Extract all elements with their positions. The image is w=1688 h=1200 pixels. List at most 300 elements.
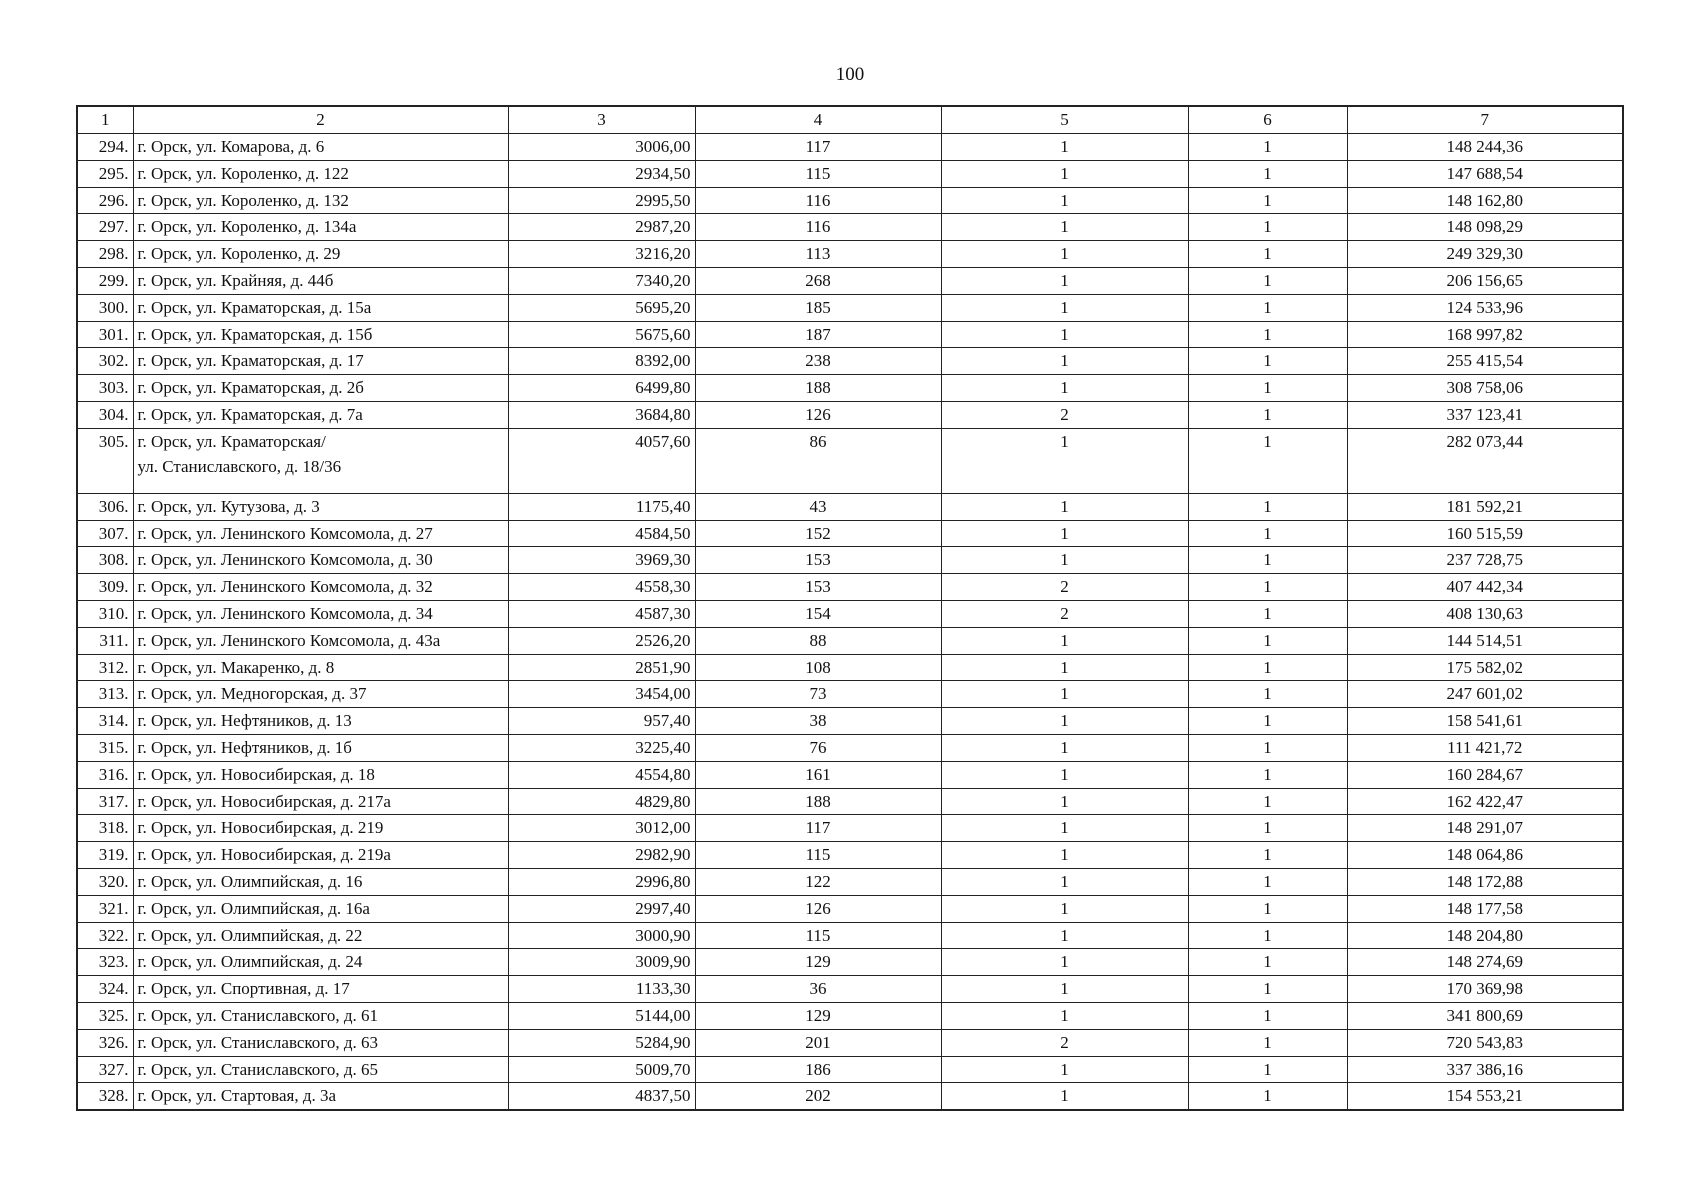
row-number-cell: 309. [77,574,133,601]
column-4-cell: 129 [695,1002,941,1029]
column-6-cell: 1 [1188,348,1347,375]
column-5-cell: 1 [941,842,1188,869]
table-row [77,321,1623,348]
address-line: г. Орск, ул. Ленинского Комсомола, д. 43а [137,630,441,650]
address-line: г. Орск, ул. Олимпийская, д. 24 [137,952,363,972]
column-4-cell: 116 [695,214,941,241]
column-5-cell: 1 [941,241,1188,268]
row-number-cell: 328. [77,1083,133,1110]
address-cell [133,241,508,268]
row-number-cell: 319. [77,842,133,869]
row-number-cell: 317. [77,788,133,815]
column-6-cell: 1 [1188,734,1347,761]
column-5-cell: 1 [941,815,1188,842]
column-5-cell: 1 [941,708,1188,735]
column-6-cell: 1 [1188,1083,1347,1110]
table-row [77,788,1623,815]
column-7-cell: 337 386,16 [1347,1056,1623,1083]
column-7-cell: 160 284,67 [1347,761,1623,788]
column-3-cell: 5009,70 [508,1056,695,1083]
column-3-cell: 8392,00 [508,348,695,375]
address-line: г. Орск, ул. Короленко, д. 132 [137,190,349,210]
address-line: ул. Станиславского, д. 18/36 [137,456,342,476]
column-5-cell: 1 [941,654,1188,681]
address-cell [133,734,508,761]
table-row [77,708,1623,735]
column-3-cell: 957,40 [508,708,695,735]
address-cell [133,134,508,161]
table-row [77,654,1623,681]
row-number-cell: 304. [77,401,133,428]
address-line: г. Орск, ул. Медногорская, д. 37 [137,684,367,704]
address-cell [133,600,508,627]
address-line: г. Орск, ул. Ленинского Комсомола, д. 34 [137,603,433,623]
table-row [77,160,1623,187]
column-header: 3 [508,106,695,134]
column-7-cell: 282 073,44 [1347,428,1623,493]
column-7-cell: 407 442,34 [1347,574,1623,601]
row-number-cell: 294. [77,134,133,161]
table-row [77,267,1623,294]
column-header: 2 [133,106,508,134]
column-3-cell: 3009,90 [508,949,695,976]
column-7-cell: 170 369,98 [1347,976,1623,1003]
column-5-cell: 1 [941,160,1188,187]
column-3-cell: 1133,30 [508,976,695,1003]
column-3-cell: 4558,30 [508,574,695,601]
column-6-cell: 1 [1188,654,1347,681]
row-number-cell: 311. [77,627,133,654]
column-3-cell: 3454,00 [508,681,695,708]
address-line: г. Орск, ул. Олимпийская, д. 22 [137,925,363,945]
column-7-cell: 308 758,06 [1347,375,1623,402]
column-3-cell: 3012,00 [508,815,695,842]
address-line: г. Орск, ул. Ленинского Комсомола, д. 32 [137,577,433,597]
row-number-cell: 320. [77,868,133,895]
column-6-cell: 1 [1188,708,1347,735]
column-3-cell: 2982,90 [508,842,695,869]
address-line: г. Орск, ул. Краматорская, д. 2б [137,378,364,398]
column-6-cell: 1 [1188,134,1347,161]
column-4-cell: 88 [695,627,941,654]
column-4-cell: 238 [695,348,941,375]
column-5-cell: 1 [941,267,1188,294]
column-7-cell: 148 177,58 [1347,895,1623,922]
table-row [77,214,1623,241]
address-cell [133,627,508,654]
column-4-cell: 152 [695,520,941,547]
column-7-cell: 255 415,54 [1347,348,1623,375]
table-row [77,761,1623,788]
table-row [77,842,1623,869]
column-4-cell: 187 [695,321,941,348]
row-number-cell: 323. [77,949,133,976]
column-7-cell: 148 098,29 [1347,214,1623,241]
table-row [77,187,1623,214]
column-6-cell: 1 [1188,321,1347,348]
table-row [77,627,1623,654]
column-6-cell: 1 [1188,267,1347,294]
column-4-cell: 202 [695,1083,941,1110]
address-cell [133,428,508,493]
address-cell [133,949,508,976]
table-row [77,949,1623,976]
address-cell [133,401,508,428]
column-7-cell: 148 064,86 [1347,842,1623,869]
column-5-cell: 1 [941,547,1188,574]
address-cell [133,976,508,1003]
table-row [77,134,1623,161]
address-cell [133,1029,508,1056]
column-5-cell: 1 [941,187,1188,214]
column-5-cell: 1 [941,734,1188,761]
address-line: г. Орск, ул. Стартовая, д. 3а [137,1086,337,1106]
column-5-cell: 1 [941,922,1188,949]
table-row [77,428,1623,493]
row-number-cell: 327. [77,1056,133,1083]
address-line: г. Орск, ул. Кутузова, д. 3 [137,496,320,516]
column-7-cell: 124 533,96 [1347,294,1623,321]
column-7-cell: 175 582,02 [1347,654,1623,681]
column-6-cell: 1 [1188,922,1347,949]
address-line: г. Орск, ул. Станиславского, д. 65 [137,1059,379,1079]
address-line: г. Орск, ул. Крайняя, д. 44б [137,270,334,290]
row-number-cell: 301. [77,321,133,348]
address-line: г. Орск, ул. Новосибирская, д. 18 [137,764,375,784]
column-3-cell: 4554,80 [508,761,695,788]
column-6-cell: 1 [1188,214,1347,241]
table-row [77,574,1623,601]
column-5-cell: 1 [941,1056,1188,1083]
row-number-cell: 326. [77,1029,133,1056]
column-4-cell: 122 [695,868,941,895]
column-7-cell: 337 123,41 [1347,401,1623,428]
address-cell [133,895,508,922]
address-line: г. Орск, ул. Олимпийская, д. 16 [137,871,363,891]
column-6-cell: 1 [1188,401,1347,428]
column-4-cell: 115 [695,842,941,869]
column-4-cell: 126 [695,401,941,428]
column-4-cell: 201 [695,1029,941,1056]
address-cell [133,788,508,815]
table-row [77,815,1623,842]
column-7-cell: 148 204,80 [1347,922,1623,949]
column-6-cell: 1 [1188,493,1347,520]
table-row [77,1056,1623,1083]
column-7-cell: 160 515,59 [1347,520,1623,547]
column-7-cell: 206 156,65 [1347,267,1623,294]
column-5-cell: 2 [941,574,1188,601]
address-cell [133,708,508,735]
column-5-cell: 1 [941,681,1188,708]
address-line: г. Орск, ул. Макаренко, д. 8 [137,657,335,677]
column-7-cell: 148 244,36 [1347,134,1623,161]
buildings-table [76,105,1624,1111]
address-cell [133,547,508,574]
row-number-cell: 306. [77,493,133,520]
column-5-cell: 1 [941,214,1188,241]
column-4-cell: 115 [695,160,941,187]
column-3-cell: 5695,20 [508,294,695,321]
column-7-cell: 720 543,83 [1347,1029,1623,1056]
address-cell [133,922,508,949]
column-4-cell: 86 [695,428,941,493]
column-5-cell: 2 [941,1029,1188,1056]
address-cell [133,267,508,294]
row-number-cell: 321. [77,895,133,922]
column-5-cell: 1 [941,375,1188,402]
row-number-cell: 299. [77,267,133,294]
column-5-cell: 1 [941,294,1188,321]
column-5-cell: 1 [941,788,1188,815]
address-line: г. Орск, ул. Станиславского, д. 63 [137,1032,379,1052]
address-line: г. Орск, ул. Новосибирская, д. 217а [137,791,391,811]
column-5-cell: 1 [941,761,1188,788]
column-6-cell: 1 [1188,681,1347,708]
address-line: г. Орск, ул. Краматорская, д. 15а [137,297,372,317]
column-4-cell: 153 [695,574,941,601]
row-number-cell: 295. [77,160,133,187]
column-5-cell: 1 [941,895,1188,922]
column-7-cell: 341 800,69 [1347,1002,1623,1029]
table-row [77,681,1623,708]
table-header-row [77,106,1623,134]
column-3-cell: 4837,50 [508,1083,695,1110]
row-number-cell: 313. [77,681,133,708]
column-3-cell: 5675,60 [508,321,695,348]
address-line: г. Орск, ул. Ленинского Комсомола, д. 27 [137,523,433,543]
column-4-cell: 115 [695,922,941,949]
column-header: 1 [77,106,133,134]
table-row [77,493,1623,520]
row-number-cell: 314. [77,708,133,735]
column-7-cell: 237 728,75 [1347,547,1623,574]
column-7-cell: 147 688,54 [1347,160,1623,187]
column-4-cell: 126 [695,895,941,922]
column-7-cell: 154 553,21 [1347,1083,1623,1110]
column-3-cell: 2851,90 [508,654,695,681]
column-3-cell: 1175,40 [508,493,695,520]
column-4-cell: 73 [695,681,941,708]
column-6-cell: 1 [1188,842,1347,869]
column-6-cell: 1 [1188,868,1347,895]
column-6-cell: 1 [1188,520,1347,547]
table-row [77,600,1623,627]
table-row [77,520,1623,547]
address-line: г. Орск, ул. Станиславского, д. 61 [137,1005,379,1025]
column-5-cell: 1 [941,321,1188,348]
column-5-cell: 2 [941,600,1188,627]
column-6-cell: 1 [1188,600,1347,627]
column-5-cell: 1 [941,868,1188,895]
row-number-cell: 316. [77,761,133,788]
address-cell [133,654,508,681]
column-7-cell: 148 172,88 [1347,868,1623,895]
column-3-cell: 2934,50 [508,160,695,187]
address-cell [133,375,508,402]
column-6-cell: 1 [1188,1056,1347,1083]
column-6-cell: 1 [1188,1029,1347,1056]
column-7-cell: 148 274,69 [1347,949,1623,976]
column-4-cell: 116 [695,187,941,214]
column-3-cell: 2995,50 [508,187,695,214]
address-cell [133,681,508,708]
column-7-cell: 144 514,51 [1347,627,1623,654]
table-row [77,976,1623,1003]
table-row [77,348,1623,375]
column-3-cell: 2997,40 [508,895,695,922]
table-row [77,1029,1623,1056]
address-cell [133,842,508,869]
column-6-cell: 1 [1188,574,1347,601]
column-header: 4 [695,106,941,134]
column-3-cell: 4584,50 [508,520,695,547]
column-7-cell: 408 130,63 [1347,600,1623,627]
row-number-cell: 310. [77,600,133,627]
address-line: г. Орск, ул. Короленко, д. 122 [137,163,349,183]
column-3-cell: 3969,30 [508,547,695,574]
row-number-cell: 296. [77,187,133,214]
column-7-cell: 181 592,21 [1347,493,1623,520]
column-3-cell: 5144,00 [508,1002,695,1029]
column-4-cell: 129 [695,949,941,976]
address-cell [133,214,508,241]
row-number-cell: 302. [77,348,133,375]
address-cell [133,868,508,895]
address-cell [133,815,508,842]
column-7-cell: 168 997,82 [1347,321,1623,348]
column-5-cell: 1 [941,520,1188,547]
table-row [77,401,1623,428]
column-4-cell: 76 [695,734,941,761]
column-6-cell: 1 [1188,428,1347,493]
column-4-cell: 188 [695,788,941,815]
column-5-cell: 1 [941,949,1188,976]
table-row [77,1083,1623,1110]
column-3-cell: 3225,40 [508,734,695,761]
address-cell [133,294,508,321]
column-5-cell: 1 [941,493,1188,520]
column-3-cell: 3000,90 [508,922,695,949]
column-6-cell: 1 [1188,976,1347,1003]
column-6-cell: 1 [1188,187,1347,214]
table-row [77,1002,1623,1029]
column-5-cell: 1 [941,976,1188,1003]
column-3-cell: 3684,80 [508,401,695,428]
table-row [77,922,1623,949]
column-4-cell: 36 [695,976,941,1003]
row-number-cell: 307. [77,520,133,547]
address-cell [133,761,508,788]
column-4-cell: 117 [695,134,941,161]
column-6-cell: 1 [1188,949,1347,976]
column-7-cell: 249 329,30 [1347,241,1623,268]
column-3-cell: 4829,80 [508,788,695,815]
column-header: 6 [1188,106,1347,134]
address-line: г. Орск, ул. Нефтяников, д. 13 [137,711,352,731]
address-line: г. Орск, ул. Краматорская, д. 17 [137,351,364,371]
page-number: 100 [835,64,865,85]
address-line: г. Орск, ул. Короленко, д. 29 [137,244,341,264]
column-6-cell: 1 [1188,241,1347,268]
column-3-cell: 4587,30 [508,600,695,627]
column-6-cell: 1 [1188,160,1347,187]
address-cell [133,348,508,375]
row-number-cell: 325. [77,1002,133,1029]
address-line: г. Орск, ул. Короленко, д. 134а [137,217,357,237]
row-number-cell: 318. [77,815,133,842]
row-number-cell: 308. [77,547,133,574]
table-row [77,547,1623,574]
column-4-cell: 38 [695,708,941,735]
address-cell [133,160,508,187]
address-cell [133,187,508,214]
column-header: 5 [941,106,1188,134]
column-3-cell: 5284,90 [508,1029,695,1056]
column-7-cell: 247 601,02 [1347,681,1623,708]
address-cell [133,574,508,601]
table-row [77,734,1623,761]
column-4-cell: 185 [695,294,941,321]
address-line: г. Орск, ул. Новосибирская, д. 219 [137,818,384,838]
column-4-cell: 186 [695,1056,941,1083]
column-4-cell: 117 [695,815,941,842]
address-cell [133,1002,508,1029]
address-line: г. Орск, ул. Нефтяников, д. 1б [137,737,352,757]
row-number-cell: 322. [77,922,133,949]
table-row [77,241,1623,268]
column-6-cell: 1 [1188,761,1347,788]
column-5-cell: 2 [941,401,1188,428]
address-cell [133,520,508,547]
address-cell [133,321,508,348]
column-3-cell: 2987,20 [508,214,695,241]
column-6-cell: 1 [1188,627,1347,654]
address-line: г. Орск, ул. Краматорская, д. 7а [137,404,363,424]
column-3-cell: 3216,20 [508,241,695,268]
column-7-cell: 148 162,80 [1347,187,1623,214]
column-6-cell: 1 [1188,895,1347,922]
address-line: г. Орск, ул. Краматорская/ [137,431,326,451]
row-number-cell: 297. [77,214,133,241]
table-body [77,134,1623,1111]
address-line: г. Орск, ул. Спортивная, д. 17 [137,979,350,999]
table-row [77,375,1623,402]
table-row [77,895,1623,922]
row-number-cell: 298. [77,241,133,268]
column-3-cell: 3006,00 [508,134,695,161]
address-line: г. Орск, ул. Краматорская, д. 15б [137,324,373,344]
column-7-cell: 158 541,61 [1347,708,1623,735]
column-7-cell: 111 421,72 [1347,734,1623,761]
column-3-cell: 4057,60 [508,428,695,493]
address-line: г. Орск, ул. Олимпийская, д. 16а [137,898,370,918]
column-6-cell: 1 [1188,815,1347,842]
row-number-cell: 305. [77,428,133,493]
column-4-cell: 161 [695,761,941,788]
column-5-cell: 1 [941,627,1188,654]
column-5-cell: 1 [941,134,1188,161]
row-number-cell: 324. [77,976,133,1003]
column-6-cell: 1 [1188,294,1347,321]
column-5-cell: 1 [941,428,1188,493]
address-cell [133,493,508,520]
column-6-cell: 1 [1188,547,1347,574]
address-cell [133,1083,508,1110]
column-5-cell: 1 [941,348,1188,375]
table-row [77,294,1623,321]
address-cell [133,1056,508,1083]
